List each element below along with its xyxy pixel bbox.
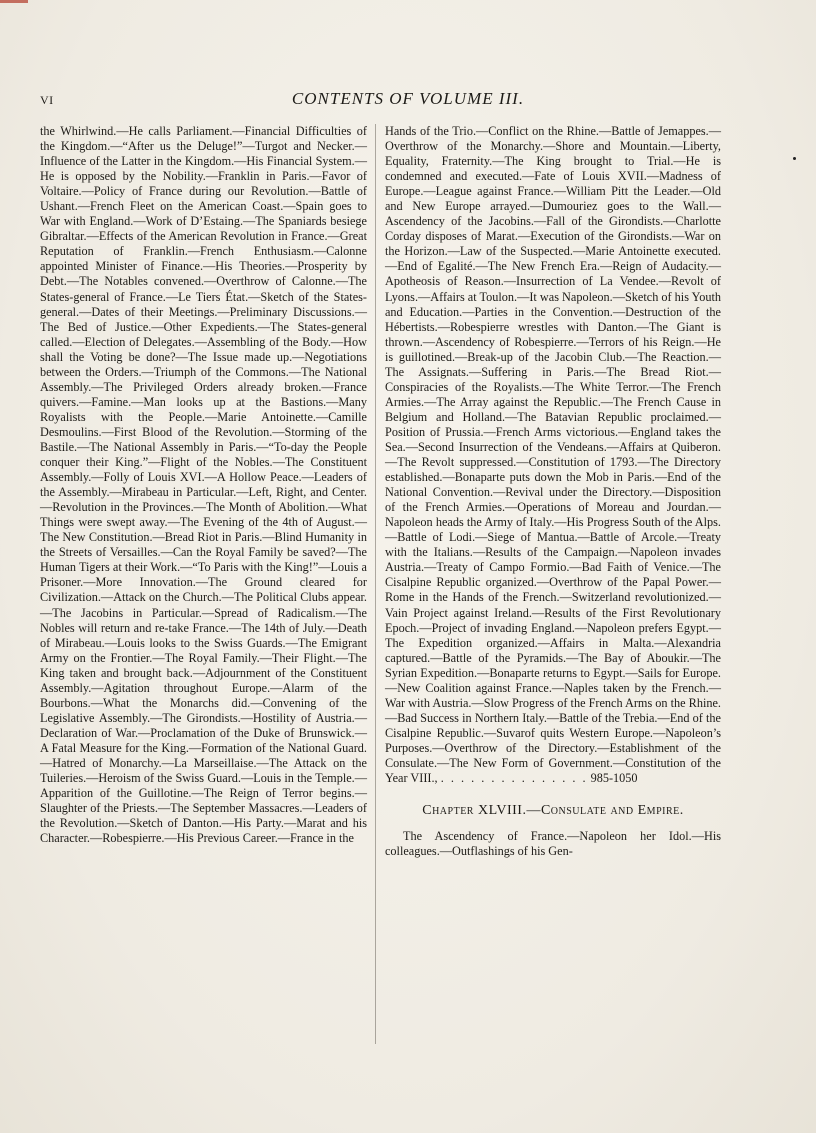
page-speck xyxy=(793,157,796,160)
page-corner-mark xyxy=(0,0,28,3)
column-divider xyxy=(375,124,376,1044)
leader-dots: . . . . . . . . . . . . . . . xyxy=(440,771,588,786)
chapter-summary: The Ascendency of France.—Napoleon her Idol.—His colleagues.—Outflashings of his Gen- xyxy=(385,829,721,859)
contents-entry xyxy=(385,124,721,786)
chapter-heading: Chapter XLVIII.—Consulate and Empire. xyxy=(422,803,684,819)
page-range: 985-1050 xyxy=(590,771,638,786)
running-head: CONTENTS OF VOLUME III. xyxy=(291,89,525,108)
left-column xyxy=(40,124,367,846)
right-column xyxy=(385,124,721,859)
page-number: VI xyxy=(40,93,54,107)
contents-entry-text: Hands of the Trio.—Conflict on the Rhine.—Battle of Jemappes.—Overthrow of the Monarchy.—Shore and Mountain.—Liberty, Equality, Fraternity.—The King brought to Trial.—He is condemned and executed.—Fate of Louis XVII.—Madness of Europe.—League against France.—William Pitt the Leader.—Old and New Europe arrayed.—Dumouriez goes to the Wall.—Ascendency of the Jacobins.—Fall of the Girondists.—Charlotte Corday disposes of Marat.—Execution of the Girondists.—War on the Horizon.—Law of the Suspected.—Marie Antoinette executed.—End of Egalité.—The New French Era.—Reign of Audacity.—Apotheosis of Reason.—Insurrection of La Vendee.—Revolt of Lyons.—Affairs at Toulon.—It was Napoleon.—Sketch of his Youth and Education.—Parties in the Convention.—Destruction of the Hébertists.—Robespierre wrestles with Danton.—The Giant is thrown.—Ascendency of Robespierre.—Terrors of his Reign.—He is guillotined.—Break-up of the Jacobin Club.—The Reaction.—The Assignats.—Suffering in Paris.—The Bread Riot.—Conspiracies of the Royalists.—The White Terror.—The French Armies.—The Array against the Republic.—The French Cause in Belgium and Holland.—The Batavian Republic proclaimed.—Position of Prussia.—French Arms victorious.—England takes the Sea.—Second Insurrection of the Vendeans.—Affairs at Quiberon.—The Revolt suppressed.—Constitution of 1793.—The Directory established.—Bonaparte puts down the Mob in Paris.—End of the National Convention.—Revival under the Directory.—Disposition of the French Armies.—Operations of Moreau and Jourdan.—Napoleon heads the Army of Italy.—His Progress South of the Alps.—Battle of Lodi.—Siege of Mantua.—Battle of Arcole.—Treaty with the Italians.—Results of the Campaign.—Napoleon invades Austria.—Treaty of Campo Formio.—Bad Faith of Venice.—The Cisalpine Republic organized.—Overthrow of the Papal Power.—Rome in the Hands of the French.—Switzerland revolutionized.—Vain Project against Ireland.—Results of the First Revolutionary Epoch.—Project of invading England.—Napoleon prefers Egypt.—The Expedition organized.—Affairs in Malta.—Alexandria captured.—Battle of the Pyramids.—The Bay of Aboukir.—The Syrian Expedition.—Bonaparte returns to Egypt.—Sails for Europe.—New Coalition against France.—Naples taken by the French.—War with Austria.—Slow Progress of the French Arms on the Rhine.—Bad Success in Northern Italy.—Battle of the Trebia.—End of the Cisalpine Republic.—Suvarof quits Western Europe.—Napoleon’s Purposes.—Overthrow of the Directory.—Establishment of the Consulate.—The New Form of Government.—Constitution of the Year VIII., xyxy=(385,124,721,786)
contents-entry-text: the Whirlwind.—He calls Parliament.—Financial Difficulties of the Kingdom.—“After us the Deluge!”—Turgot and Necker.—Influence of the Latter in the Kingdom.—His Financial System.—He is opposed by the Nobility.—Franklin in Paris.—Favor of Voltaire.—Policy of France during our Revolution.—Battle of Ushant.—French Fleet on the American Coast.—Spain goes to War with England.—Work of D’Estaing.—The Spaniards besiege Gibraltar.—Effects of the American Revolution in France.—Great Reputation of Franklin.—French Enthusiasm.—Calonne appointed Minister of Finance.—His Theories.—Prosperity by Debt.—The Notables convened.—Overthrow of Calonne.—The States-general of France.—Le Tiers État.—Sketch of the States-general.—Dates of their Meetings.—Preliminary Discussions.—The Bed of Justice.—Other Expedients.—The States-general called.—Election of Delegates.—Assembling of the Body.—How shall the Voting be done?—The Issue made up.—Negotiations between the Orders.—Triumph of the Commons.—The National Assembly.—The Privileged Orders already broken.—France quivers.—Famine.—Man looks up at the Bastions.—Many Royalists with the People.—Marie Antoinette.—Camille Desmoulins.—First Blood of the Revolution.—Storming of the Bastile.—The National Assembly in Paris.—“To-day the People conquer their King.”—Flight of the Nobles.—The Constituent Assembly.—Folly of Louis XVI.—A Hollow Peace.—Leaders of the Assembly.—Mirabeau in Particular.—Left, Right, and Center.—Revolution in the Provinces.—The Month of Abolition.—What Things were swept away.—The Evening of the 4th of August.—The New Constitution.—Bread Riot in Paris.—Blind Humanity in the Streets of Versailles.—Can the Royal Family be saved?—The Human Tigers at their Work.—“To Paris with the King!”—Louis a Prisoner.—More Innovation.—The Ground cleared for Civilization.—Attack on the Church.—The Political Clubs appear.—The Jacobins in Particular.—Spread of Radicalism.—The Nobles will return and re-take France.—The 14th of July.—Death of Mirabeau.—Louis looks to the Swiss Guards.—The Emigrant Army on the Frontier.—The Royal Family.—Their Flight.—The King taken and brought back.—Adjournment of the Constituent Assembly.—Agitation throughout Europe.—Alarm of the Bourbons.—What the Monarchs did.—Convening of the Legislative Assembly.—The Girondists.—Hostility of Austria.—Declaration of War.—Proclamation of the Duke of Brunswick.—A Fatal Measure for the King.—Formation of the National Guard.—Hatred of Monarchy.—La Marseillaise.—The Attack on the Tuileries.—Heroism of the Swiss Guard.—Louis in the Temple.—Apparition of the Guillotine.—The Reign of Terror begins.—Slaughter of the Priests.—The September Massacres.—Leaders of the Revolution.—Sketch of Danton.—His Party.—Marat and his Character.—Robespierre.—His Previous Career.—France in the xyxy=(40,124,367,846)
